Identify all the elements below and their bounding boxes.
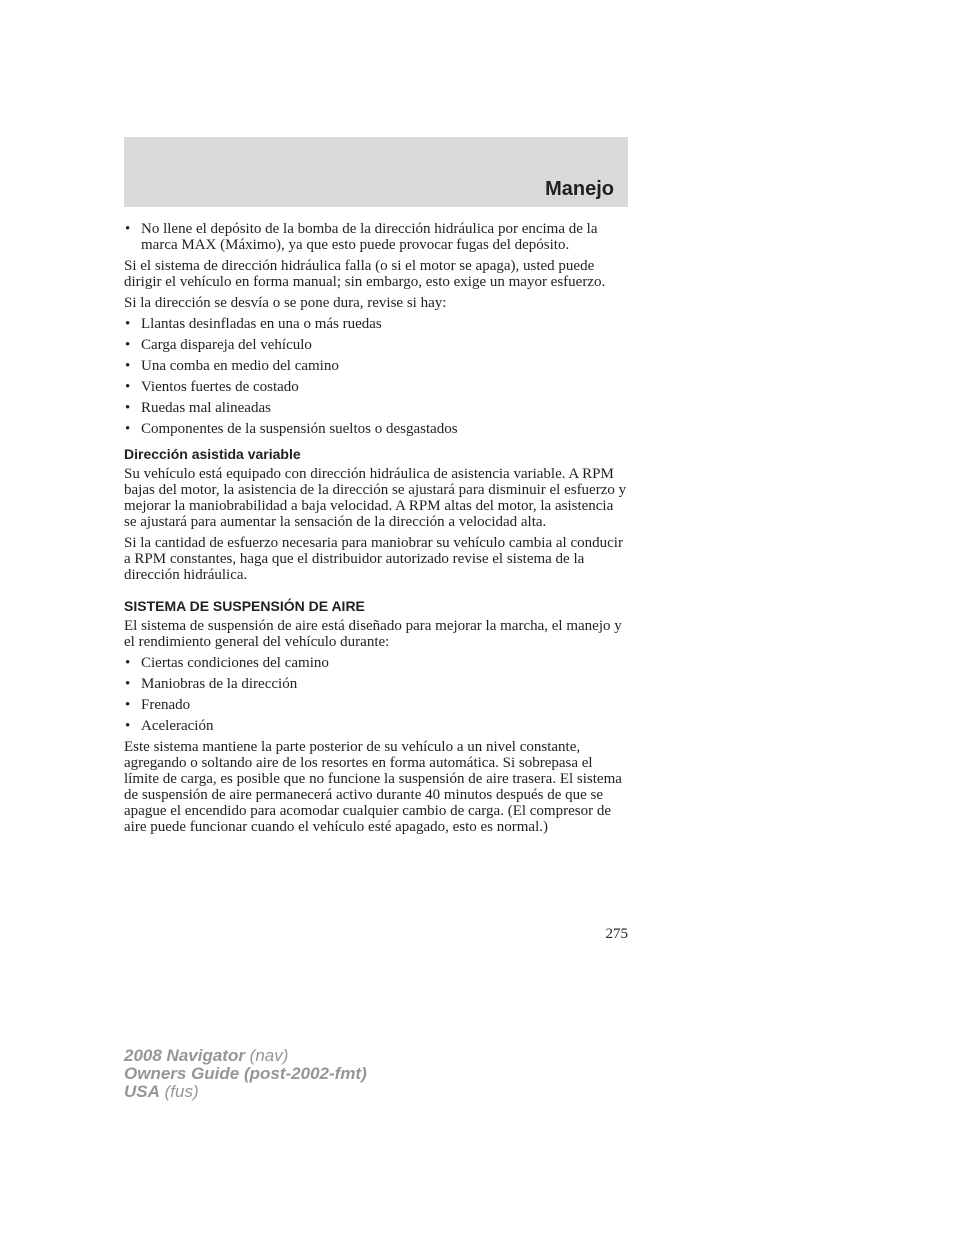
paragraph: El sistema de suspensión de aire está diseñado para mejorar la marcha, el manejo y el rendimiento general del vehículo durante:: [124, 618, 622, 650]
bullet-list-conditions: [124, 655, 628, 734]
paragraph: Su vehículo está equipado con dirección hidráulica de asistencia variable. A RPM bajas del motor, la asistencia de la dirección se ajustará para disminuir el esfuerzo y mejorar la maniobrabilidad a baja velocidad. A RPM altas del motor, la asistencia se ajustará para aumentar la sensación de la dirección a velocidad alta.: [124, 466, 627, 530]
document-footer: [124, 1047, 367, 1101]
bullet-icon: •: [125, 718, 131, 734]
list-item: • Ruedas mal alineadas: [125, 400, 271, 416]
bullet-icon: •: [125, 221, 131, 237]
bullet-icon: •: [125, 337, 131, 353]
bullet-icon: •: [125, 676, 131, 692]
paragraph: Si la dirección se desvía o se pone dura, revise si hay:: [124, 295, 447, 311]
page-number: 275: [605, 926, 628, 942]
bullet-icon: •: [125, 358, 131, 374]
list-item: • Componentes de la suspensión sueltos o desgastados: [125, 421, 458, 437]
bullet-icon: •: [125, 379, 131, 395]
bullet-icon: •: [125, 697, 131, 713]
subsection-heading: Dirección asistida variable: [124, 446, 301, 462]
list-item: • Vientos fuertes de costado: [125, 379, 299, 395]
bullet-icon: •: [125, 400, 131, 416]
paragraph: Si el sistema de dirección hidráulica falla (o si el motor se apaga), usted puede dirigir el vehículo en forma manual; sin embargo, esto exige un mayor esfuerzo.: [124, 258, 606, 290]
list-item: • Frenado: [125, 697, 191, 713]
list-item: • Aceleración: [125, 718, 214, 734]
section-header-band: [124, 137, 628, 207]
bullet-icon: •: [125, 316, 131, 332]
list-item: • Llantas desinfladas en una o más ruedas: [125, 316, 382, 332]
footer-line: USA (fus): [124, 1082, 199, 1101]
bullet-icon: •: [125, 655, 131, 671]
list-item: • Carga dispareja del vehículo: [125, 337, 312, 353]
paragraph: Este sistema mantiene la parte posterior de su vehículo a un nivel constante, agregando o soltando aire de los resortes en forma automática. Si sobrepasa el límite de carga, es posible que no funcione la suspensión de aire trasera. El sistema de suspensión de aire permanecerá activo durante 40 minutos después de que se apague el encendido para acomodar cualquier cambio de carga. (El compresor de aire puede funcionar cuando el vehículo esté apagado, esto es normal.): [124, 739, 622, 835]
list-item: • Maniobras de la dirección: [125, 676, 298, 692]
list-item: • Una comba en medio del camino: [125, 358, 339, 374]
bullet-list-checks: [124, 316, 628, 437]
bullet-list-reservoir: [124, 221, 628, 253]
bullet-icon: •: [125, 421, 131, 437]
section-title: Manejo: [545, 178, 614, 200]
list-item: • Ciertas condiciones del camino: [125, 655, 329, 671]
footer-line: 2008 Navigator (nav): [124, 1046, 289, 1065]
paragraph: Si la cantidad de esfuerzo necesaria para maniobrar su vehículo cambia al conducir a RPM constantes, haga que el distribuidor autorizado revise el sistema de la dirección hidráulica.: [124, 535, 623, 583]
footer-line: Owners Guide (post-2002-fmt): [124, 1064, 367, 1083]
page-content: [124, 221, 628, 840]
subsection-heading: SISTEMA DE SUSPENSIÓN DE AIRE: [124, 598, 365, 614]
list-item: • No llene el depósito de la bomba de la dirección hidráulica por encima de la marca MAX (Máximo), ya que esto puede provocar fugas del depósito.: [125, 221, 598, 253]
